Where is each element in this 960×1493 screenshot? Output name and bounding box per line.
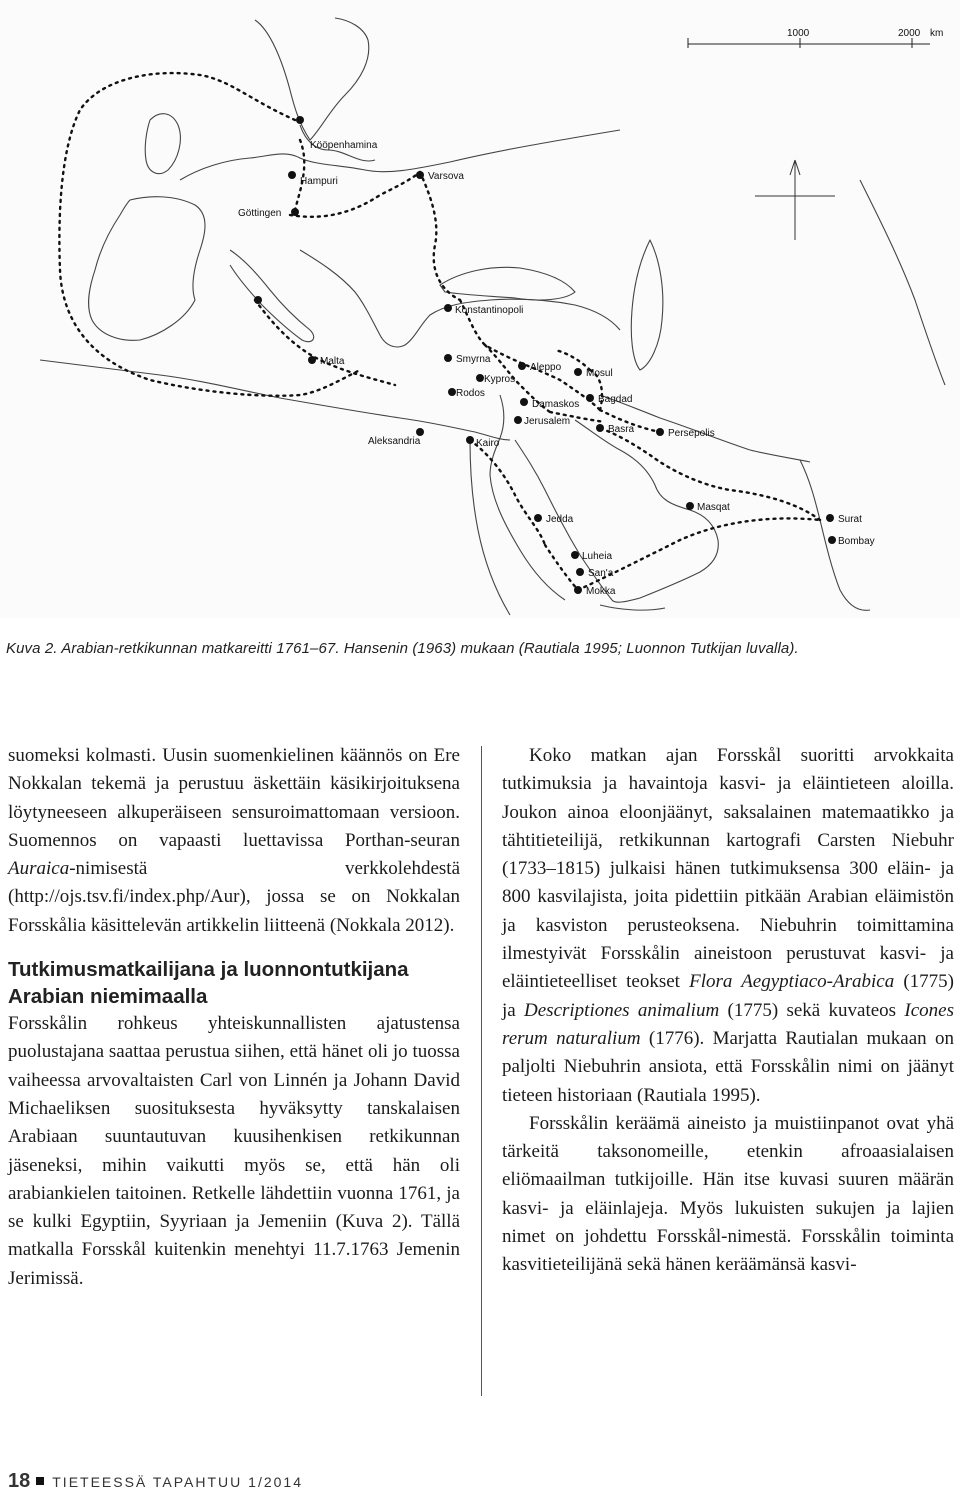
place-label: Aleppo bbox=[530, 362, 562, 373]
place-label: Malta bbox=[320, 356, 345, 367]
place-label: San'a bbox=[588, 568, 614, 579]
place-label: Aleksandria bbox=[368, 436, 421, 447]
place-label: Kairo bbox=[476, 438, 500, 449]
italic-text: Flora Aegyptiaco-Arabica bbox=[689, 971, 895, 993]
paragraph bbox=[502, 742, 954, 1110]
place-label: Göttingen bbox=[238, 208, 282, 219]
publication-name: TIETEESSÄ TAPAHTUU 1/2014 bbox=[52, 1474, 303, 1490]
route-map bbox=[0, 0, 960, 618]
place-label: Persepolis bbox=[668, 428, 715, 439]
place-label: Basra bbox=[608, 424, 635, 435]
italic-text: Icones rerum naturalium bbox=[502, 999, 954, 1049]
place-label: Masqat bbox=[697, 502, 730, 513]
square-bullet-icon bbox=[36, 1477, 44, 1485]
section-heading: Tutkimusmatkailijana ja luonnontutkijana Arabian niemimaalla bbox=[8, 958, 409, 1009]
paragraph: Forsskålin rohkeus yhteiskunnallisten ajatustensa puolustajana saattaa perustua siihen, että hänet oli jo tuossa vaiheessa arvovaltaisten Carl von Linnén ja Johann David Michaeliksen suosituksesta hyväksytty tanskalaisen Arabiaan suuntautuvan kuusihenkisen retkikunnan jäseneksi, mihin vaikutti myös se, että hän oli arabiankielen taitoinen. Retkelle lähdettiin vuonna 1761, ja se kulki Egyptiin, Syyriaan ja Jemeniin (Kuva 2). Tällä matkalla Forsskål kuitenkin menehtyi 11.7.1763 Jemenin Jerimissä. bbox=[8, 1013, 460, 1289]
right-column bbox=[502, 742, 954, 1280]
scale-label-1000: 1000 bbox=[787, 28, 810, 39]
place-label: Kööpenhamina bbox=[310, 140, 378, 151]
place-label: Rodos bbox=[456, 388, 485, 399]
italic-text: Auraica bbox=[8, 858, 70, 880]
left-column bbox=[8, 742, 460, 1293]
place-label: Bagdad bbox=[598, 394, 633, 405]
place-label: Mosul bbox=[586, 368, 613, 379]
place-label: Hampuri bbox=[300, 176, 338, 187]
text-run: suomeksi kolmasti. Uusin suomenkielinen käännös on Ere Nokkalan tekemä ja perustuu äskettäin käsikirjoituksena löytyneeseen alkuperäiseen sensuroimattomaan versioon. Suomennos on vapaasti luettavissa Porthan-seuran bbox=[8, 745, 460, 851]
scale-label-2000: 2000 bbox=[898, 28, 921, 39]
place-label: Kypros bbox=[484, 374, 516, 385]
place-label: Surat bbox=[838, 514, 862, 525]
italic-text: Descriptiones animalium bbox=[524, 999, 720, 1021]
text-run: (1775) sekä kuvateos bbox=[719, 999, 905, 1021]
scale-label-km: km bbox=[930, 28, 944, 39]
text-run: (1775) ja bbox=[502, 971, 955, 1021]
place-label: Bombay bbox=[838, 536, 875, 547]
column-divider bbox=[481, 746, 482, 1396]
text-run: Koko matkan ajan Forsskål suoritti arvokkaita tutkimuksia ja havaintoja kasvi- ja eläintieteen aloilla. Joukon ainoa eloonjäänyt, saksalainen matemaatikko ja tähtitieteilijä, retkikunnan kartografi Carsten Niebuhr (1733–1815) julkaisi hänen tutkimuksensa 300 eläin- ja 800 kasvilajista, joita pidettiin pitkään Arabian eläimistön ja kasviston perusteoksena. Niebuhrin toimittamina ilmestyivät Forsskålin aineistoon perustuvat kasvi- ja eläintieteelliset teokset bbox=[502, 745, 954, 993]
place-label: Konstantinopoli bbox=[455, 305, 524, 316]
place-label: Jerusalem bbox=[524, 416, 571, 427]
place-label: Smyrna bbox=[456, 354, 491, 365]
figure-caption: Kuva 2. Arabian-retkikunnan matkareitti 1761–67. Hansenin (1963) mukaan (Rautiala 1995; Luonnon Tutkijan luvalla). bbox=[6, 640, 799, 657]
place-label: Mokka bbox=[586, 586, 616, 597]
place-label: Varsova bbox=[428, 171, 464, 182]
page-number: 18 bbox=[8, 1470, 31, 1492]
place-label: Luheia bbox=[582, 551, 613, 562]
text-run: (1776). Marjatta Rautialan mukaan on paljolti Niebuhrin ansiota, että Forsskålin nimi on jäänyt tieteen historiaan (Rautiala 1995). bbox=[502, 1027, 954, 1106]
paragraph bbox=[8, 742, 460, 940]
paragraph: Forsskålin keräämä aineisto ja muistiinpanot ovat yhä tärkeitä taksonomeille, etenkin afroaasialaisen eliömaailman tutkijoille. Hän itse kuvasi suuren määrän kasvi- ja eläinlajeja. Myös lukuisten sukujen ja lajien nimet on johdettu Forsskål-nimestä. Forsskålin toiminta kasvitieteilijänä sekä hänen keräämänsä kasvi- bbox=[502, 1112, 954, 1276]
text-run: -nimisestä verkkolehdestä (http://ojs.tsv.fi/index.php/Aur), jossa se on Nokkalan Forsskålia käsittelevän artikkelin liitteenä (Nokkala 2012). bbox=[8, 858, 460, 936]
place-label: Jedda bbox=[546, 514, 574, 525]
place-label: Damaskos bbox=[532, 399, 580, 410]
page-footer bbox=[8, 1470, 303, 1493]
